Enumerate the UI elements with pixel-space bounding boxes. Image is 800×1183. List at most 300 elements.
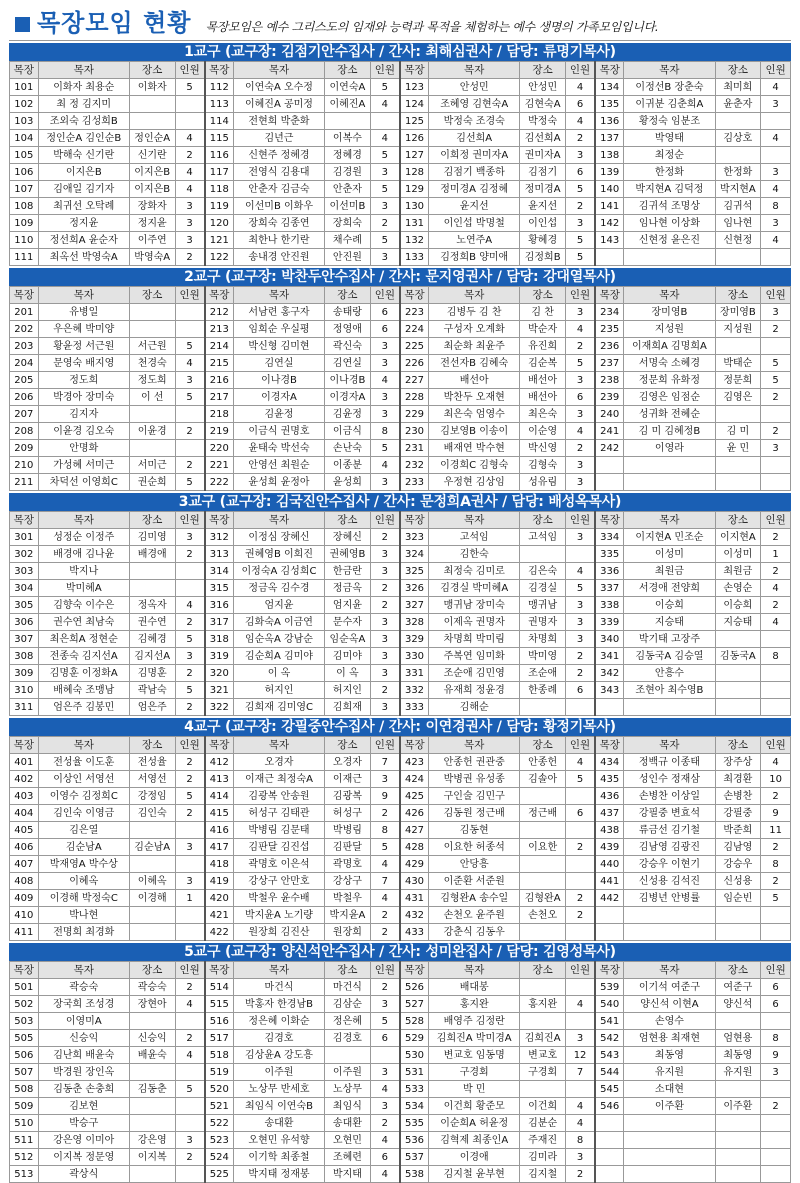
cell-place: 이주환	[715, 1098, 761, 1115]
column-header-count: 인원	[370, 287, 400, 304]
cell-group-id: 202	[10, 321, 39, 338]
column-header-group-id: 목장	[10, 512, 39, 529]
cell-count: 2	[565, 648, 595, 665]
cell-leader: 김귀석 조명상	[624, 198, 715, 215]
cell-leader: 노상무 반세호	[233, 1081, 324, 1098]
cell-place	[520, 1013, 566, 1030]
cell-place: 강상구	[325, 873, 371, 890]
cell-leader: 신현주 정혜경	[233, 147, 324, 164]
cell-leader: 마건식	[233, 979, 324, 996]
cell-place: 장현아	[129, 996, 175, 1013]
column-header-leader: 목자	[624, 287, 715, 304]
cell-count: 2	[175, 147, 205, 164]
cell-count: 4	[175, 130, 205, 147]
table-row	[10, 440, 791, 457]
cell-place: 강은영	[129, 1132, 175, 1149]
cell-place: 조혜련	[325, 1149, 371, 1166]
cell-place	[715, 1149, 761, 1166]
cell-group-id: 319	[205, 648, 234, 665]
cell-place: 김희재	[325, 699, 371, 716]
cell-count	[761, 682, 791, 699]
cell-leader: 최귀선 오탁례	[38, 198, 129, 215]
cell-place	[129, 1064, 175, 1081]
cell-group-id: 132	[400, 232, 429, 249]
cell-leader: 최 정 김지미	[38, 96, 129, 113]
cell-group-id: 238	[595, 372, 624, 389]
cell-place: 최동영	[715, 1047, 761, 1064]
cell-count	[565, 822, 595, 839]
cell-group-id: 302	[10, 546, 39, 563]
cell-group-id: 104	[10, 130, 39, 147]
cell-group-id: 124	[400, 96, 429, 113]
cell-leader: 김해순	[429, 699, 520, 716]
table-row	[10, 113, 791, 130]
column-header-count: 인원	[175, 287, 205, 304]
table-row	[10, 907, 791, 924]
cell-leader: 이기석 여준구	[624, 979, 715, 996]
cell-place: 곽남숙	[129, 682, 175, 699]
column-header-count: 인원	[370, 737, 400, 754]
cell-place: 윤 민	[715, 440, 761, 457]
cell-count: 2	[175, 699, 205, 716]
cell-count	[175, 856, 205, 873]
cell-place: 이지현A	[715, 529, 761, 546]
cell-count: 2	[175, 614, 205, 631]
cell-place	[129, 1013, 175, 1030]
cell-place: 권명자	[520, 614, 566, 631]
cell-count: 2	[175, 1030, 205, 1047]
table-row	[10, 1098, 791, 1115]
cell-leader: 황윤정 서근원	[38, 338, 129, 355]
cell-leader: 최옥선 박영숙A	[38, 249, 129, 266]
cell-leader: 정도희	[38, 372, 129, 389]
cell-place: 김미야	[325, 648, 371, 665]
cell-group-id: 103	[10, 113, 39, 130]
cell-count	[761, 1132, 791, 1149]
cell-place: 박미영	[520, 648, 566, 665]
cell-place: 정지윤	[129, 215, 175, 232]
cell-count: 6	[565, 164, 595, 181]
cell-group-id: 241	[595, 423, 624, 440]
cell-count: 2	[370, 1115, 400, 1132]
cell-place: 이나경B	[325, 372, 371, 389]
cell-leader: 구성자 오계화	[429, 321, 520, 338]
cell-group-id: 427	[400, 822, 429, 839]
cell-count: 3	[761, 440, 791, 457]
district-section	[9, 718, 791, 941]
cell-leader: 박지나	[38, 563, 129, 580]
cell-count: 4	[761, 130, 791, 147]
cell-place: 이혜옥	[129, 873, 175, 890]
cell-group-id: 325	[400, 563, 429, 580]
cell-group-id: 337	[595, 580, 624, 597]
page-title: 목장모임 현황	[37, 9, 192, 37]
cell-place	[129, 856, 175, 873]
cell-place: 원장희	[325, 924, 371, 941]
cell-count: 5	[175, 389, 205, 406]
cell-place	[520, 546, 566, 563]
cell-group-id: 203	[10, 338, 39, 355]
cell-place: 유지원	[715, 1064, 761, 1081]
cell-count: 2	[370, 580, 400, 597]
column-header-count: 인원	[565, 287, 595, 304]
cell-leader: 이상인 서영선	[38, 771, 129, 788]
cell-group-id: 108	[10, 198, 39, 215]
cell-leader: 이주원	[233, 1064, 324, 1081]
cell-count: 3	[370, 648, 400, 665]
cell-leader: 이지현A 민조순	[624, 529, 715, 546]
cell-leader: 정문희 유화정	[624, 372, 715, 389]
cell-leader: 김혁제 최종인A	[429, 1132, 520, 1149]
cell-count: 5	[175, 474, 205, 491]
cell-place: 맹귀남	[520, 597, 566, 614]
cell-leader: 정선희A 윤순자	[38, 232, 129, 249]
column-header-count: 인원	[565, 62, 595, 79]
cell-leader: 이귀분 김춘희A	[624, 96, 715, 113]
cell-group-id: 213	[205, 321, 234, 338]
cell-count	[175, 924, 205, 941]
district-section	[9, 43, 791, 266]
cell-place: 이건희	[520, 1098, 566, 1115]
cell-place: 여준구	[715, 979, 761, 996]
cell-place: 이재근	[325, 771, 371, 788]
title-bullet-icon	[15, 17, 30, 32]
cell-group-id: 435	[595, 771, 624, 788]
district-sections	[9, 43, 791, 1183]
cell-group-id: 310	[10, 682, 39, 699]
cell-count: 5	[175, 788, 205, 805]
cell-group-id: 227	[400, 372, 429, 389]
cell-place	[520, 699, 566, 716]
column-header-leader: 목자	[38, 512, 129, 529]
cell-count: 4	[565, 563, 595, 580]
cell-group-id: 511	[10, 1132, 39, 1149]
table-row	[10, 406, 791, 423]
cell-count: 2	[565, 665, 595, 682]
column-header-count: 인원	[761, 737, 791, 754]
cell-count: 2	[175, 249, 205, 266]
cell-group-id: 531	[400, 1064, 429, 1081]
cell-group-id: 428	[400, 839, 429, 856]
cell-group-id	[595, 1166, 624, 1183]
cell-leader: 박경원 장인옥	[38, 1064, 129, 1081]
cell-place: 김솔아	[520, 771, 566, 788]
cell-group-id: 333	[400, 699, 429, 716]
cell-leader: 차덕선 이영희C	[38, 474, 129, 491]
cell-group-id: 440	[595, 856, 624, 873]
cell-count	[761, 1081, 791, 1098]
cell-count	[761, 457, 791, 474]
cell-leader: 김은열	[38, 822, 129, 839]
cell-place: 김경호	[325, 1030, 371, 1047]
cell-group-id: 431	[400, 890, 429, 907]
cell-place: 지성원	[715, 321, 761, 338]
table-row	[10, 563, 791, 580]
cell-group-id: 209	[10, 440, 39, 457]
cell-count	[565, 1013, 595, 1030]
cell-place: 지승태	[715, 614, 761, 631]
column-header-leader: 목자	[38, 737, 129, 754]
cell-place: 유진희	[520, 338, 566, 355]
column-header-place: 장소	[715, 962, 761, 979]
cell-group-id: 512	[10, 1149, 39, 1166]
cell-group-id: 338	[595, 597, 624, 614]
cell-leader: 박승구	[38, 1115, 129, 1132]
cell-place: 윤성희	[325, 474, 371, 491]
column-header-place: 장소	[715, 287, 761, 304]
cell-place: 김지철	[520, 1166, 566, 1183]
cell-group-id: 411	[10, 924, 39, 941]
cell-group-id: 225	[400, 338, 429, 355]
cell-count: 6	[565, 805, 595, 822]
cell-place: 권미자A	[520, 147, 566, 164]
table-row	[10, 682, 791, 699]
cell-count	[175, 1166, 205, 1183]
cell-count: 3	[565, 614, 595, 631]
column-header-place: 장소	[325, 287, 371, 304]
table-row	[10, 164, 791, 181]
cell-count: 3	[370, 614, 400, 631]
cell-count	[175, 907, 205, 924]
cell-count: 4	[565, 754, 595, 771]
column-header-group-id: 목장	[10, 737, 39, 754]
cell-leader: 유지원	[624, 1064, 715, 1081]
cell-count: 1	[175, 890, 205, 907]
cell-place	[715, 147, 761, 164]
cell-count: 5	[370, 1013, 400, 1030]
cell-place: 박병림	[325, 822, 371, 839]
cell-group-id: 207	[10, 406, 39, 423]
table-row	[10, 822, 791, 839]
cell-count: 3	[370, 406, 400, 423]
page	[9, 0, 791, 1183]
cell-place: 김지선A	[129, 648, 175, 665]
cell-group-id: 116	[205, 147, 234, 164]
table-row	[10, 890, 791, 907]
cell-place: 허성구	[325, 805, 371, 822]
cell-leader: 김상윤A 강도흥	[233, 1047, 324, 1064]
cell-group-id: 326	[400, 580, 429, 597]
cell-group-id: 130	[400, 198, 429, 215]
cell-group-id: 424	[400, 771, 429, 788]
column-header-place: 장소	[520, 287, 566, 304]
table-row	[10, 355, 791, 372]
cell-group-id	[595, 907, 624, 924]
cell-group-id: 303	[10, 563, 39, 580]
cell-count: 4	[761, 580, 791, 597]
cell-group-id: 119	[205, 198, 234, 215]
cell-count	[565, 546, 595, 563]
cell-place	[715, 1166, 761, 1183]
cell-place: 홍지완	[520, 996, 566, 1013]
cell-place: 장미영B	[715, 304, 761, 321]
cell-place: 송태랑	[325, 304, 371, 321]
cell-place: 김순남A	[129, 839, 175, 856]
cell-count: 6	[761, 996, 791, 1013]
column-header-group-id: 목장	[595, 962, 624, 979]
column-header-group-id: 목장	[595, 512, 624, 529]
cell-leader: 유재희 정윤경	[429, 682, 520, 699]
column-header-place: 장소	[129, 62, 175, 79]
cell-place	[129, 1098, 175, 1115]
cell-group-id: 129	[400, 181, 429, 198]
cell-leader: 이정선B 장춘숙	[624, 79, 715, 96]
cell-place: 이 선	[129, 389, 175, 406]
cell-group-id: 229	[400, 406, 429, 423]
cell-place: 이금식	[325, 423, 371, 440]
cell-place: 김순복	[520, 355, 566, 372]
column-header-place: 장소	[520, 737, 566, 754]
cell-place: 손천오	[520, 907, 566, 924]
cell-group-id: 523	[205, 1132, 234, 1149]
cell-group-id: 529	[400, 1030, 429, 1047]
cell-count: 2	[175, 457, 205, 474]
table-row	[10, 389, 791, 406]
cell-place: 김미라	[520, 1149, 566, 1166]
cell-group-id: 323	[400, 529, 429, 546]
cell-count: 3	[370, 631, 400, 648]
cell-leader	[624, 1166, 715, 1183]
cell-leader: 정은혜 이화순	[233, 1013, 324, 1030]
cell-count: 3	[565, 215, 595, 232]
column-header-place: 장소	[520, 512, 566, 529]
cell-count: 3	[175, 1132, 205, 1149]
cell-place	[129, 580, 175, 597]
cell-place: 김 미	[715, 423, 761, 440]
cell-count: 2	[761, 321, 791, 338]
cell-leader: 김연실	[233, 355, 324, 372]
cell-count	[761, 249, 791, 266]
cell-place: 김동국A	[715, 648, 761, 665]
cell-place: 고석임	[520, 529, 566, 546]
cell-leader: 우은혜 박미양	[38, 321, 129, 338]
cell-place: 신기란	[129, 147, 175, 164]
column-header-count: 인원	[761, 287, 791, 304]
cell-count: 12	[565, 1047, 595, 1064]
cell-leader: 지승태	[624, 614, 715, 631]
cell-leader	[624, 699, 715, 716]
cell-count: 3	[370, 164, 400, 181]
cell-count	[370, 1047, 400, 1064]
cell-place: 한정화	[715, 164, 761, 181]
cell-place	[715, 924, 761, 941]
cell-leader: 권수연 최남숙	[38, 614, 129, 631]
cell-group-id: 420	[205, 890, 234, 907]
cell-leader: 신성용 김석진	[624, 873, 715, 890]
cell-place: 이승희	[715, 597, 761, 614]
cell-count: 2	[761, 423, 791, 440]
cell-leader: 이연숙A 오수정	[233, 79, 324, 96]
cell-count	[761, 1013, 791, 1030]
cell-leader: 정백규 이종태	[624, 754, 715, 771]
cell-place	[715, 682, 761, 699]
cell-count: 3	[175, 839, 205, 856]
cell-count: 2	[761, 788, 791, 805]
cell-count: 4	[370, 1132, 400, 1149]
cell-place: 이연숙A	[325, 79, 371, 96]
cell-group-id: 235	[595, 321, 624, 338]
cell-group-id: 218	[205, 406, 234, 423]
table-header-row	[10, 737, 791, 754]
cell-count: 5	[565, 580, 595, 597]
cell-leader: 김지자	[38, 406, 129, 423]
cell-leader: 박 민	[429, 1081, 520, 1098]
cell-count: 5	[175, 631, 205, 648]
cell-group-id: 416	[205, 822, 234, 839]
cell-count: 2	[370, 597, 400, 614]
cell-group-id: 239	[595, 389, 624, 406]
cell-count: 4	[565, 1115, 595, 1132]
cell-place: 안성민	[520, 79, 566, 96]
cell-group-id: 107	[10, 181, 39, 198]
cell-count: 3	[370, 771, 400, 788]
column-header-count: 인원	[565, 737, 595, 754]
table-row	[10, 423, 791, 440]
cell-count: 4	[565, 996, 595, 1013]
cell-place: 정인순A	[129, 130, 175, 147]
cell-group-id: 309	[10, 665, 39, 682]
cell-group-id: 505	[10, 1030, 39, 1047]
cell-group-id: 517	[205, 1030, 234, 1047]
cell-leader: 신현정 윤은진	[624, 232, 715, 249]
cell-group-id: 231	[400, 440, 429, 457]
cell-count: 2	[565, 338, 595, 355]
cell-count: 6	[565, 96, 595, 113]
cell-place	[715, 665, 761, 682]
cell-leader: 김년근	[233, 130, 324, 147]
cell-place: 곽신숙	[325, 338, 371, 355]
table-row	[10, 1047, 791, 1064]
table-row	[10, 198, 791, 215]
cell-group-id: 545	[595, 1081, 624, 1098]
cell-place: 박준희	[715, 822, 761, 839]
cell-group-id: 242	[595, 440, 624, 457]
cell-count: 5	[370, 147, 400, 164]
cell-count: 8	[370, 822, 400, 839]
cell-group-id: 339	[595, 614, 624, 631]
cell-count: 3	[175, 215, 205, 232]
cell-group-id: 403	[10, 788, 39, 805]
cell-group-id: 436	[595, 788, 624, 805]
cell-place: 박태순	[715, 355, 761, 372]
cell-count: 2	[565, 198, 595, 215]
cell-leader: 이주환	[624, 1098, 715, 1115]
cell-count: 2	[761, 389, 791, 406]
cell-count: 5	[565, 249, 595, 266]
cell-count: 5	[761, 372, 791, 389]
cell-count: 3	[370, 563, 400, 580]
cell-leader: 장국희 조성경	[38, 996, 129, 1013]
cell-group-id: 111	[10, 249, 39, 266]
cell-place	[520, 856, 566, 873]
page-header	[9, 6, 791, 41]
cell-group-id: 205	[10, 372, 39, 389]
column-header-leader: 목자	[429, 512, 520, 529]
cell-group-id: 401	[10, 754, 39, 771]
cell-place: 최경환	[715, 771, 761, 788]
column-header-group-id: 목장	[400, 962, 429, 979]
cell-count	[175, 1013, 205, 1030]
column-header-group-id: 목장	[400, 62, 429, 79]
cell-count: 5	[565, 181, 595, 198]
cell-group-id: 136	[595, 113, 624, 130]
cell-leader: 서남련 홍구자	[233, 304, 324, 321]
cell-group-id: 102	[10, 96, 39, 113]
cell-count: 5	[370, 79, 400, 96]
cell-place	[715, 1132, 761, 1149]
cell-group-id: 304	[10, 580, 39, 597]
cell-count: 5	[565, 355, 595, 372]
